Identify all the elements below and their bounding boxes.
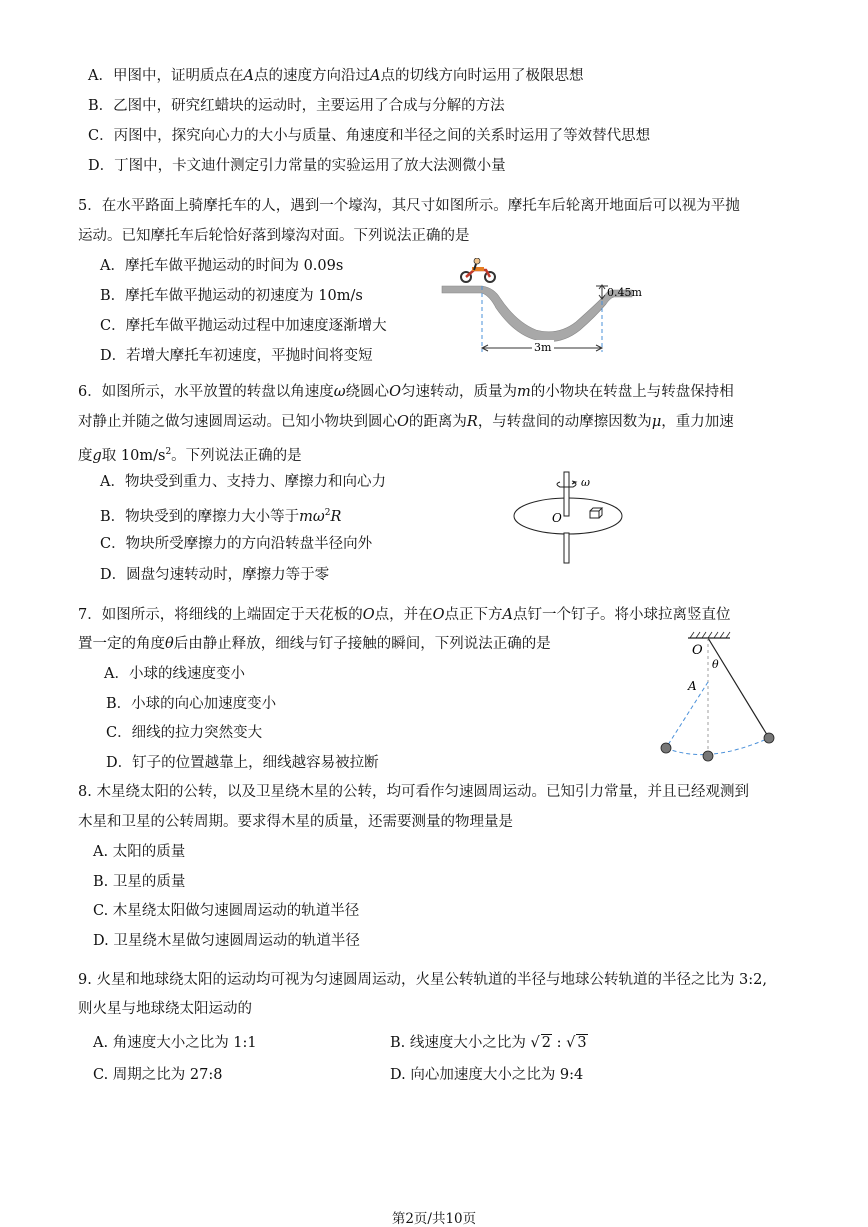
q6-figure-omega-label: ω <box>581 476 590 489</box>
q7-option-b: B．小球的向心加速度变小 <box>106 696 277 712</box>
q6-stem-line3: 度g取 $10m/s^2$。下列说法正确的是 <box>78 447 302 464</box>
q6-turntable-figure <box>510 470 628 570</box>
q7-option-c: C．细线的拉力突然变大 <box>106 725 263 741</box>
q5-ditch-figure <box>436 258 646 366</box>
q8-option-b: B. 卫星的质量 <box>93 874 186 890</box>
motorcycle-icon <box>461 258 495 282</box>
block-icon <box>590 508 602 518</box>
q5-stem-line2: 运动。已知摩托车后轮恰好落到壕沟对面。下列说法正确的是 <box>78 228 470 244</box>
q7-stem-line1: 7．如图所示，将细线的上端固定于天花板的O点，并在O点正下方A点钉一个钉子。将小球拉离竖直位 <box>78 607 731 623</box>
q4-option-a: A．甲图中，证明质点在A点的速度方向沿过A点的切线方向时运用了极限思想 <box>88 68 584 84</box>
q6-option-a: A．物块受到重力、支持力、摩擦力和向心力 <box>100 474 386 490</box>
q9-option-c: C. 周期之比为 27:8 <box>93 1067 223 1083</box>
q5-option-d: D．若增大摩托车初速度，平抛时间将变短 <box>100 348 373 364</box>
q6-option-c: C．物块所受摩擦力的方向沿转盘半径向外 <box>100 536 373 552</box>
q6-option-d: D．圆盘匀速转动时，摩擦力等于零 <box>100 567 330 583</box>
q7-figure-o-label: O <box>692 643 703 658</box>
q5-option-c: C．摩托车做平抛运动过程中加速度逐渐增大 <box>100 318 387 334</box>
q6-stem-line2: 对静止并随之做匀速圆周运动。已知小物块到圆心O的距离为R，与转盘间的动摩擦因数为μ，重力加速 <box>78 414 734 430</box>
q4-option-d: D．丁图中，卡文迪什测定引力常量的实验运用了放大法测微小量 <box>88 158 506 174</box>
q8-option-d: D. 卫星绕木星做匀速圆周运动的轨道半径 <box>93 933 360 949</box>
q9-stem-line2: 则火星与地球绕太阳运动的 <box>78 1001 252 1017</box>
q9-option-a: A. 角速度大小之比为 1:1 <box>93 1035 257 1051</box>
q5-option-b: B．摩托车做平抛运动的初速度为 10m/s <box>100 288 363 304</box>
q9-stem-line1: 9. 火星和地球绕太阳的运动均可视为匀速圆周运动，火星公转轨道的半径与地球公转轨道的半径之比为 3:2, <box>78 972 767 988</box>
q5-option-a: A．摩托车做平抛运动的时间为 0.09s <box>100 258 344 274</box>
q9-option-d: D. 向心加速度大小之比为 9:4 <box>390 1067 584 1083</box>
q8-option-c: C. 木星绕太阳做匀速圆周运动的轨道半径 <box>93 903 360 919</box>
q5-figure-width-label: 3m <box>534 341 552 354</box>
page-number-footer: 第2页/共10页 <box>391 1211 477 1227</box>
q5-figure-height-label: 0.45m <box>607 286 642 299</box>
q4-option-c: C．丙图中，探究向心力的大小与质量、角速度和半径之间的关系时运用了等效替代思想 <box>88 128 651 144</box>
q6-option-b: B．物块受到的摩擦力大小等于$m\omega^2R$ <box>100 508 342 525</box>
q4-option-b: B．乙图中，研究红蜡块的运动时，主要运用了合成与分解的方法 <box>88 98 505 114</box>
q6-figure-o-label: O <box>552 511 562 525</box>
q7-pendulum-figure <box>654 630 784 770</box>
q7-figure-theta-label: θ <box>712 658 719 671</box>
q7-figure-a-label: A <box>688 679 697 693</box>
q7-option-a: A．小球的线速度变小 <box>104 666 245 682</box>
q8-stem-line2: 木星和卫星的公转周期。要求得木星的质量，还需要测量的物理量是 <box>78 814 513 830</box>
q7-option-d: D．钉子的位置越靠上，细线越容易被拉断 <box>106 755 379 771</box>
q7-stem-line2: 置一定的角度θ后由静止释放，细线与钉子接触的瞬间，下列说法正确的是 <box>78 636 551 652</box>
q6-stem-line1: 6．如图所示，水平放置的转盘以角速度ω绕圆心O匀速转动，质量为m的小物块在转盘上与转盘保持相 <box>78 384 734 400</box>
q8-option-a: A. 太阳的质量 <box>93 844 186 860</box>
q9-option-b: B. 线速度大小之比为 √ 2 : √ 3 <box>390 1035 587 1051</box>
q5-stem-line1: 5．在水平路面上骑摩托车的人，遇到一个壕沟，其尺寸如图所示。摩托车后轮离开地面后可以视为平抛 <box>78 198 740 214</box>
q8-stem-line1: 8. 木星绕太阳的公转，以及卫星绕木星的公转，均可看作匀速圆周运动。已知引力常量，并且已经观测到 <box>78 784 749 800</box>
